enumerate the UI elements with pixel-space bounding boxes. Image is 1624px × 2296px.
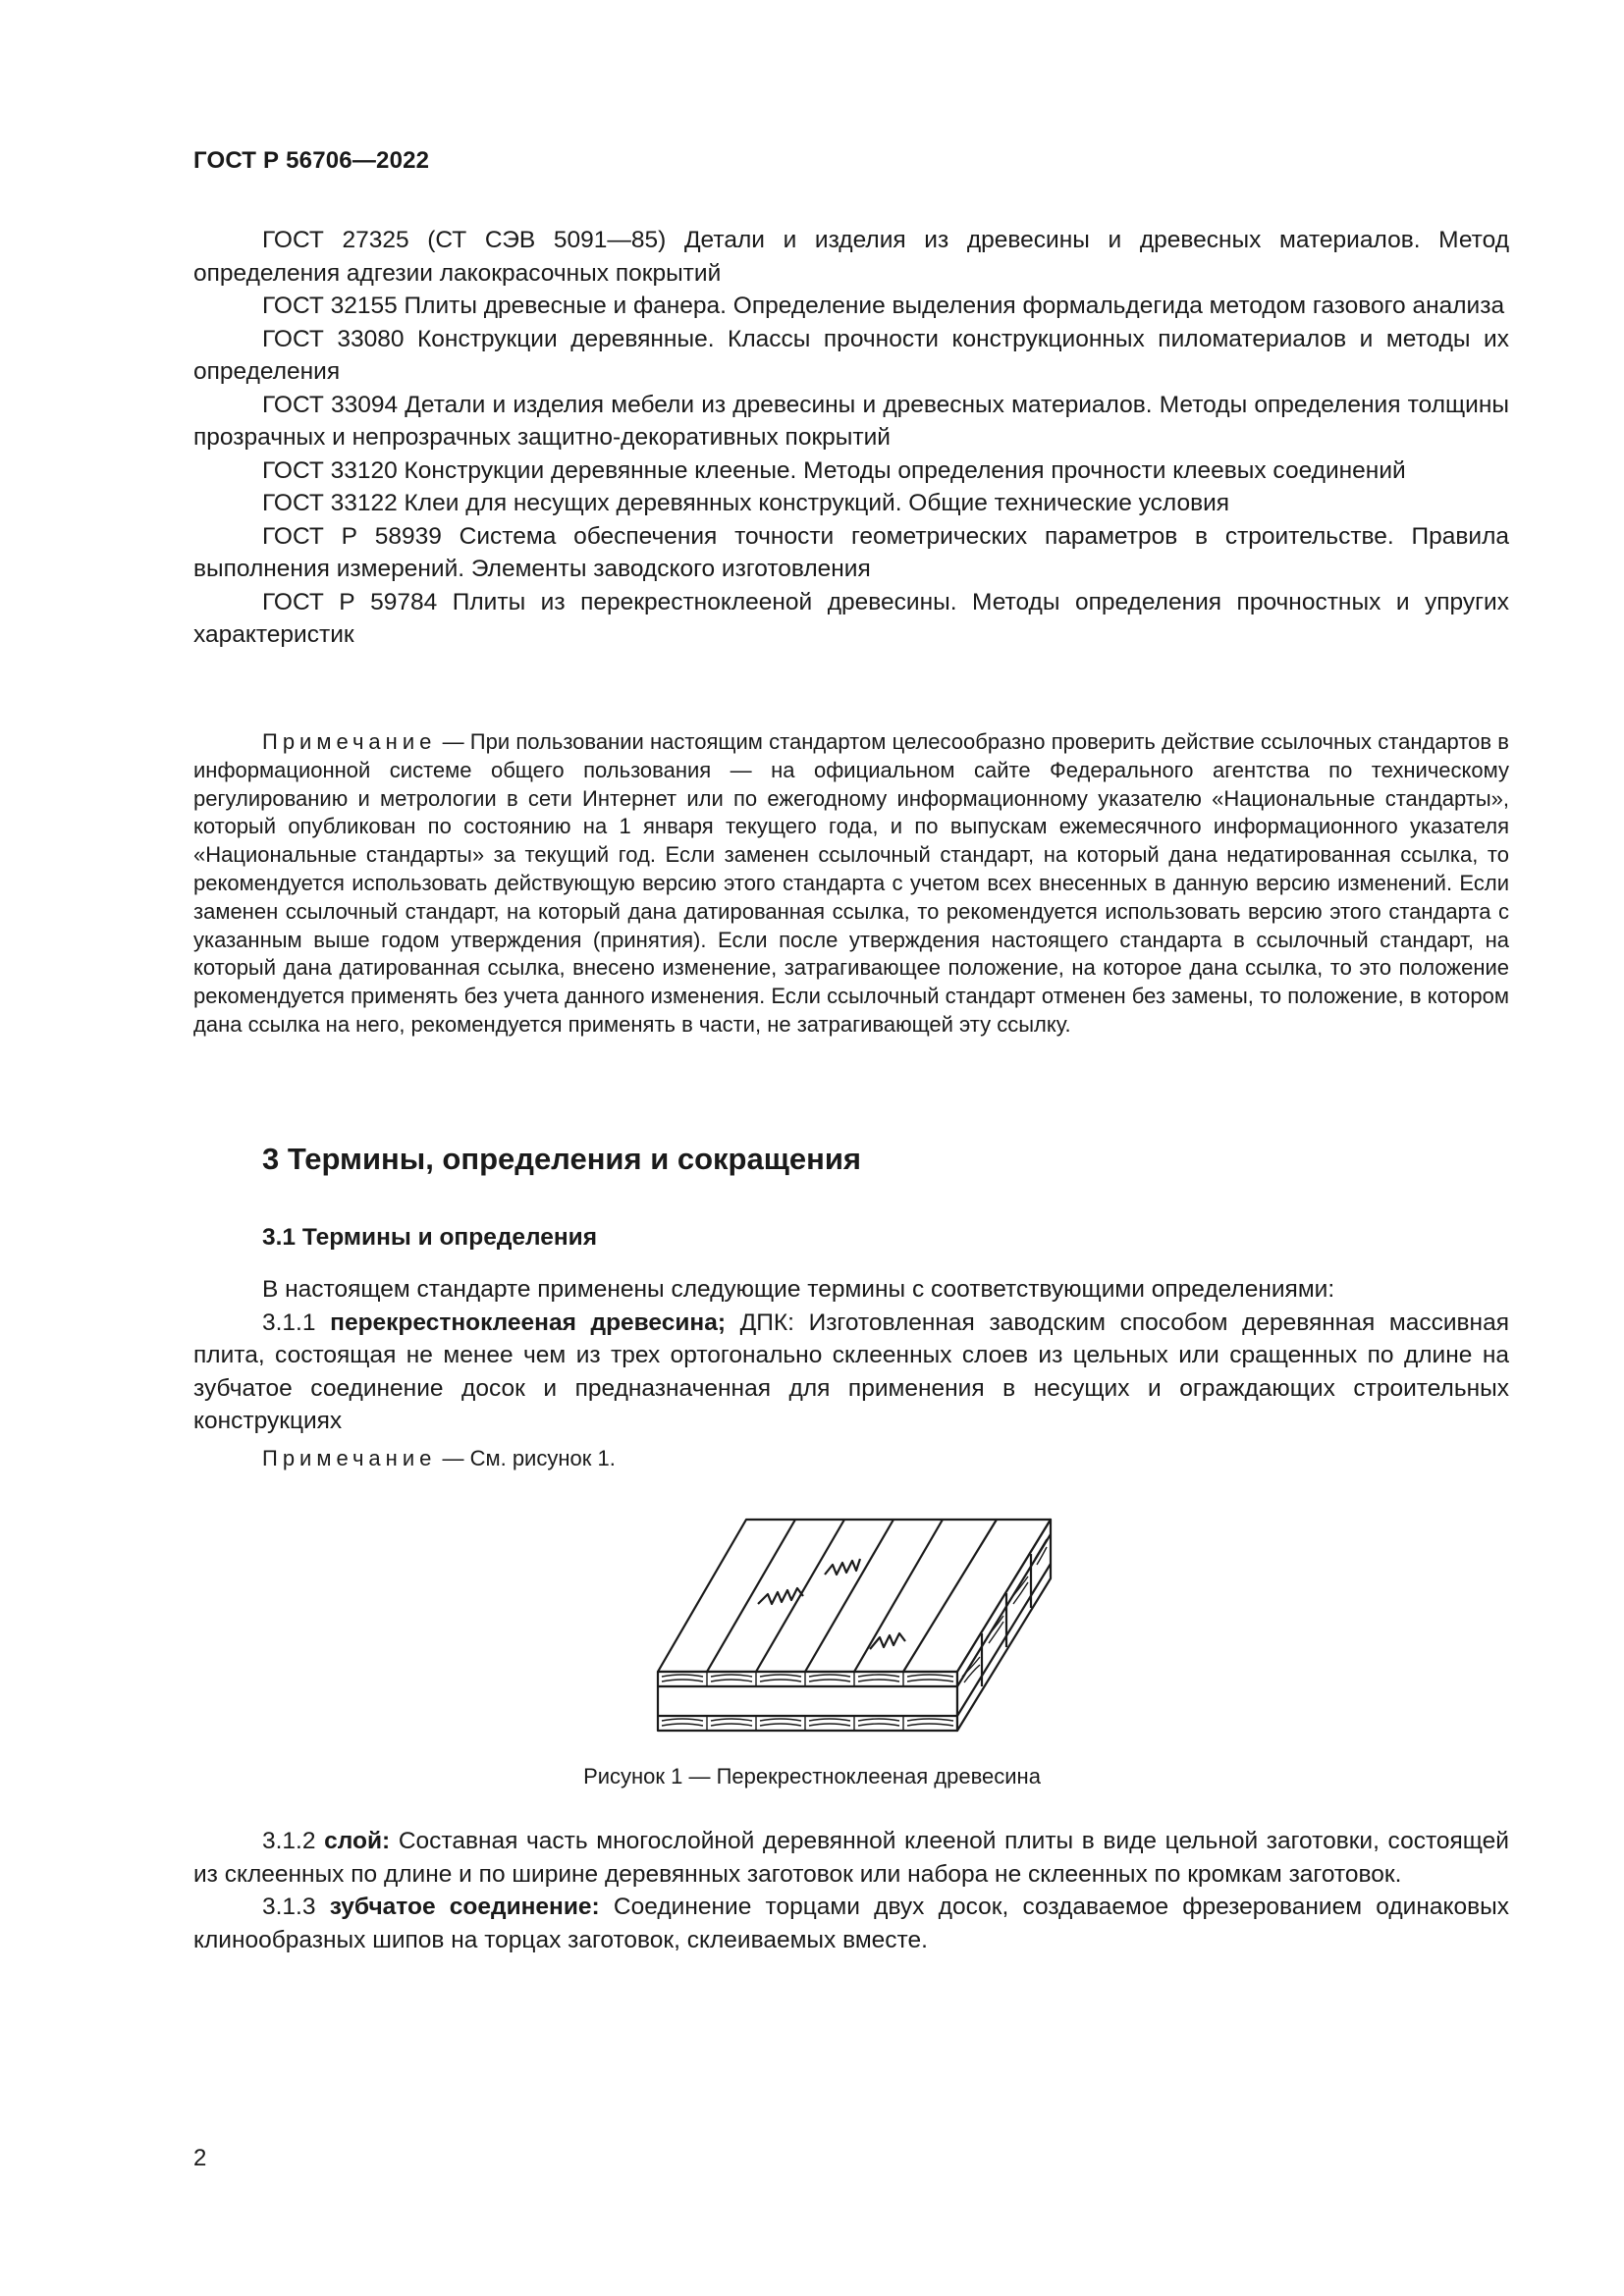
term-number: 3.1.2	[262, 1828, 325, 1854]
terms-block	[193, 1273, 1509, 1438]
term-definition	[193, 1891, 1509, 1956]
references-note	[193, 728, 1509, 1040]
note-dash: —	[436, 1446, 470, 1470]
reference-item: ГОСТ 33122 Клеи для несущих деревянных конструкций. Общие технические условия	[262, 490, 1230, 516]
figure-clt-panel	[648, 1510, 1060, 1735]
note-dash: —	[436, 729, 470, 754]
note-text: См. рисунок 1.	[469, 1446, 616, 1470]
references-list	[193, 224, 1509, 652]
note-label: Примечание	[262, 729, 437, 754]
term-name: слой:	[324, 1828, 391, 1854]
term-name: перекрестноклееная древесина;	[330, 1308, 726, 1336]
term-number: 3.1.3	[262, 1894, 330, 1920]
term-definition	[193, 1307, 1509, 1438]
terms-intro: В настоящем стандарте применены следующие термины с соответствующими определениями:	[262, 1276, 1335, 1303]
subsection-title: 3.1 Термины и определения	[262, 1224, 598, 1251]
figure-caption: Рисунок 1 — Перекрестноклееная древесина	[583, 1764, 1041, 1789]
figure-note	[262, 1446, 616, 1471]
reference-item: ГОСТ Р 58939 Система обеспечения точности геометрических параметров в строительстве. Правила выполнения измерений. Элементы заводского изготовления	[193, 522, 1509, 582]
terms-block-continued	[193, 1825, 1509, 1956]
page-number: 2	[193, 2145, 207, 2171]
section-title: 3 Термины, определения и сокращения	[262, 1142, 861, 1176]
document-id-header: ГОСТ Р 56706—2022	[193, 147, 430, 174]
reference-item: ГОСТ 27325 (СТ СЭВ 5091—85) Детали и изделия из древесины и древесных материалов. Метод определения адгезии лакокрасочных покрытий	[193, 227, 1509, 287]
term-text: Составная часть многослойной деревянной клееной плиты в виде цельной заготовки, состоящей из склеенных по длине и по ширине деревянных заготовок или набора не склеенных по кромкам заготовок.	[193, 1828, 1509, 1888]
term-definition	[193, 1825, 1509, 1891]
reference-item: ГОСТ 33120 Конструкции деревянные клееные. Методы определения прочности клеевых соединений	[262, 456, 1406, 484]
reference-item: ГОСТ 32155 Плиты древесные и фанера. Определение выделения формальдегида методом газового анализа	[262, 293, 1505, 319]
note-label: Примечание	[262, 1446, 437, 1470]
term-text: Соединение торцами двух досок, создаваемое фрезерованием одинаковых клинообразных шипов на торцах заготовок, склеиваемых вместе.	[193, 1894, 1509, 1953]
note-text: При пользовании настоящим стандартом целесообразно проверить действие ссылочных стандартов в информационной системе общего пользования — на официальном сайте Федерального агентства по техническому регулированию и метрологии в сети Интернет или по ежегодному информационному указателю «Национальные стандарты», который опубликован по состоянию на 1 января текущего года, и по выпускам ежемесячного информационного указателя «Национальные стандарты» за текущий год. Если заменен ссылочный стандарт, на который дана недатированная ссылка, то рекомендуется использовать действующую версию этого стандарта с учетом всех внесенных в данную версию изменений. Если заменен ссылочный стандарт, на который дана датированная ссылка, то рекомендуется использовать версию этого стандарта с указанным выше годом утверждения (принятия). Если после утверждения настоящего стандарта в ссылочный стандарт, на который дана датированная ссылка, внесено изменение, затрагивающее положение, на которое дана ссылка, то это положение рекомендуется применять без учета данного изменения. Если ссылочный стандарт отменен без замены, то положение, в котором дана ссылка на него, рекомендуется применять в части, не затрагивающей эту ссылку.	[193, 729, 1509, 1037]
reference-item: ГОСТ Р 59784 Плиты из перекрестноклееной древесины. Методы определения прочностных и упругих характеристик	[193, 588, 1509, 648]
term-text: ДПК: Изготовленная заводским способом деревянная массивная плита, состоящая не менее чем из трех ортогонально склеенных слоев из цельных или сращенных по длине на зубчатое соединение досок и предназначенная для применения в несущих и ограждающих строительных конструкциях	[193, 1308, 1509, 1434]
term-name: зубчатое соединение:	[329, 1894, 600, 1920]
reference-item: ГОСТ 33094 Детали и изделия мебели из древесины и древесных материалов. Методы определения толщины прозрачных и непрозрачных защитно-декоративных покрытий	[193, 391, 1509, 451]
term-number: 3.1.1	[262, 1308, 331, 1336]
reference-item: ГОСТ 33080 Конструкции деревянные. Классы прочности конструкционных пиломатериалов и методы их определения	[193, 325, 1509, 385]
clt-panel-drawing	[648, 1510, 1060, 1735]
